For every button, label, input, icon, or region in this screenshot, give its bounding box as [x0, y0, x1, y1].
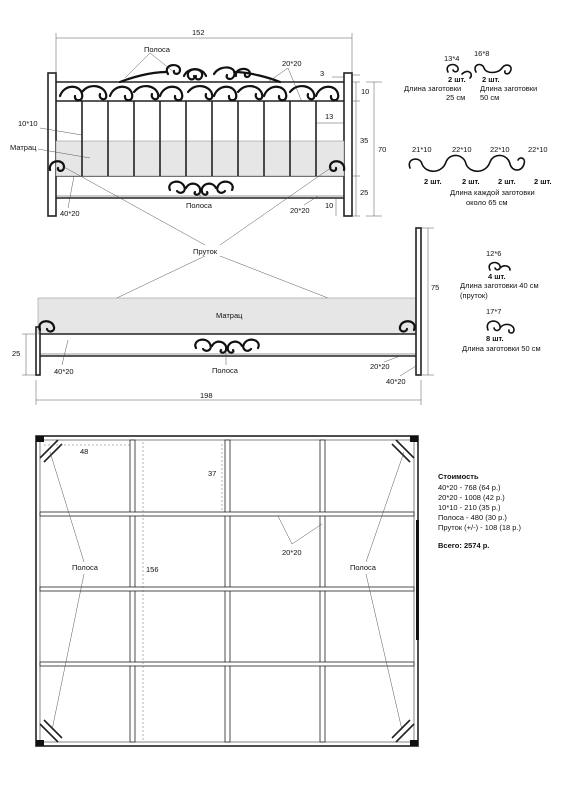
dimension-width-label: 152 [192, 28, 205, 37]
part4-desc1: Длина заготовки 50 см [462, 344, 541, 353]
part2-desc1: Длина заготовки [480, 84, 538, 93]
wave-size-3: 22*10 [490, 145, 510, 154]
label-rod: Пруток [193, 247, 218, 256]
label-20x20-top: 20*20 [282, 59, 302, 68]
side-strip-scroll [195, 340, 258, 353]
part2-scroll-icon [475, 65, 511, 74]
mattress-front [56, 141, 344, 176]
label-156: 156 [146, 565, 159, 574]
part3-size: 12*6 [486, 249, 502, 258]
label-25: 25 [360, 188, 369, 197]
part4-scroll-icon [487, 321, 514, 333]
part1-qty: 2 шт. [448, 75, 466, 84]
label-75: 75 [431, 283, 440, 292]
cost-line-2: 20*20 - 1008 (42 р.) [438, 493, 505, 502]
wave-qty-1: 2 шт. [424, 177, 442, 186]
wave-size-1: 21*10 [412, 145, 432, 154]
wave-scroll-icon [409, 155, 524, 171]
label-mattress-side: Матрац [216, 311, 243, 320]
part2-size: 16*8 [474, 49, 490, 58]
part1-desc2: 25 см [446, 93, 466, 102]
label-25-side: 25 [12, 349, 21, 358]
part3-scroll-icon [489, 263, 510, 270]
label-35: 35 [360, 136, 369, 145]
label-10x10: 10*10 [18, 119, 38, 128]
cost-title: Стоимость [438, 472, 479, 481]
label-20x20-side: 20*20 [370, 362, 390, 371]
part4-size: 17*7 [486, 307, 502, 316]
label-37: 37 [208, 469, 217, 478]
cost-line-5: Пруток (+/-) - 108 (18 р.) [438, 523, 522, 532]
label-40x20-side-left: 40*20 [54, 367, 74, 376]
cost-block [438, 472, 522, 550]
cost-line-3: 10*10 - 210 (35 р.) [438, 503, 501, 512]
wave-size-4: 22*10 [528, 145, 548, 154]
label-length: 198 [200, 391, 213, 400]
part3-desc2: (пруток) [460, 291, 488, 300]
label-strip-bottom: Полоса [186, 201, 212, 210]
plan-view [36, 436, 419, 746]
front-view [10, 28, 386, 218]
label-10-top: 10 [361, 87, 370, 96]
bottom-strip-scroll [169, 182, 232, 195]
left-post [48, 73, 56, 216]
label-48: 48 [80, 447, 89, 456]
parts-list [404, 49, 552, 353]
side-view [12, 167, 439, 405]
wave-qty-2: 2 шт. [462, 177, 480, 186]
part2-qty: 2 шт. [482, 75, 500, 84]
part4-qty: 8 шт. [486, 334, 504, 343]
part1-size: 13*4 [444, 54, 460, 63]
cost-line-1: 40*20 - 768 (64 р.) [438, 483, 501, 492]
label-70: 70 [378, 145, 387, 154]
top-crest [120, 65, 280, 82]
wave-qty-4: 2 шт. [534, 177, 552, 186]
wave-desc1: Длина каждой заготовки [450, 188, 535, 197]
cost-total: Всего: 2574 р. [438, 541, 490, 550]
label-mattress-front: Матрац [10, 143, 37, 152]
part1-desc1: Длина заготовки [404, 84, 462, 93]
part3-qty: 4 шт. [488, 272, 506, 281]
part1-scroll-icon [447, 65, 458, 72]
cost-line-4: Полоса - 480 (30 р.) [438, 513, 507, 522]
label-20x20-plan: 20*20 [282, 548, 302, 557]
label-strip-top: Полоса [144, 45, 170, 54]
label-13: 13 [325, 112, 334, 121]
label-40x20-side-right: 40*20 [386, 377, 406, 386]
wave-qty-3: 2 шт. [498, 177, 516, 186]
part3-desc1: Длина заготовки 40 см [460, 281, 539, 290]
label-10-bottom: 10 [325, 201, 334, 210]
part2-desc2: 50 см [480, 93, 500, 102]
label-40x20-front: 40*20 [60, 209, 80, 218]
wave-size-2: 22*10 [452, 145, 472, 154]
label-strip-plan-left: Полоса [72, 563, 98, 572]
label-strip-plan-right: Полоса [350, 563, 376, 572]
right-post [344, 73, 352, 216]
label-20x20-bottom: 20*20 [290, 206, 310, 215]
side-right-post [416, 228, 421, 375]
wave-desc2: около 65 см [466, 198, 508, 207]
label-strip-side: Полоса [212, 366, 238, 375]
label-3: 3 [320, 69, 325, 78]
